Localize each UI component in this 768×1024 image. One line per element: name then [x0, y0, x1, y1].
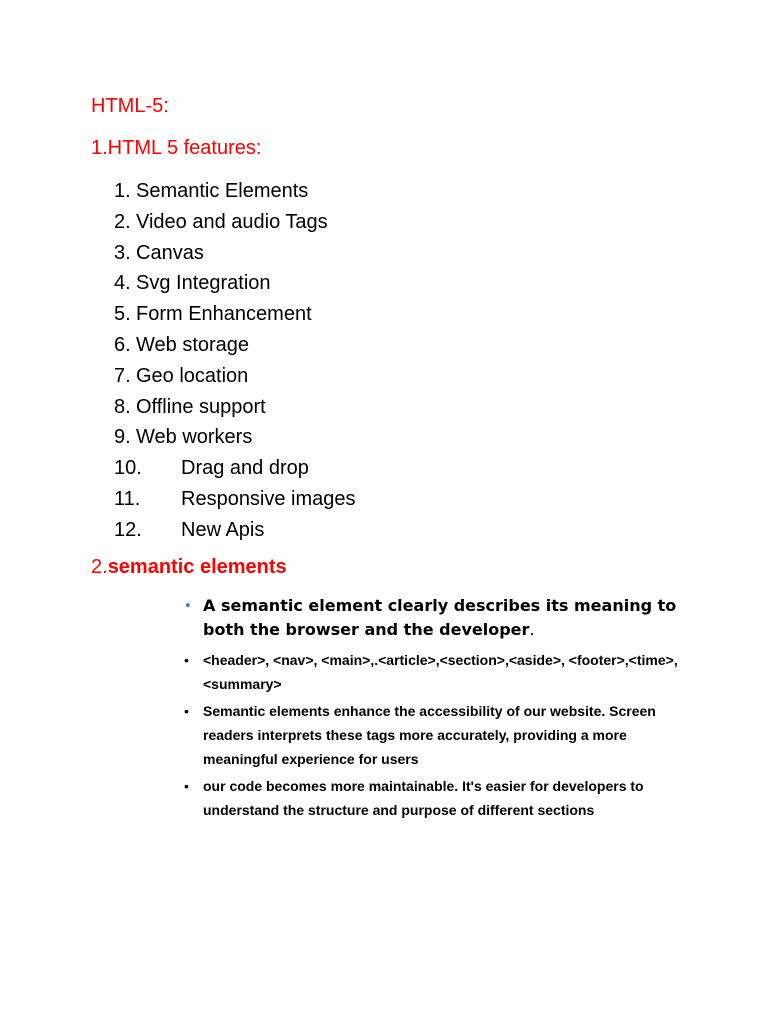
- list-item-number: 8.: [114, 395, 131, 418]
- section-heading-features: 1.HTML 5 features:: [91, 137, 262, 159]
- list-item-label: Video and audio Tags: [136, 210, 328, 233]
- list-item-label: Semantic Elements: [136, 180, 309, 202]
- list-item: [114, 330, 356, 361]
- list-item-number: 3.: [114, 241, 131, 264]
- list-item-number: 9.: [114, 426, 131, 449]
- list-item-number: 11.: [114, 487, 141, 510]
- section-heading-semantic-elements: [91, 556, 287, 579]
- bullet-icon: •: [184, 652, 189, 668]
- list-item: [114, 238, 356, 269]
- list-item-number: 4.: [114, 272, 131, 295]
- list-item-label: Geo location: [136, 364, 249, 387]
- list-item: [184, 774, 684, 822]
- list-item: [114, 361, 356, 392]
- list-item-label: New Apis: [181, 518, 265, 541]
- list-item-number: 10.: [114, 457, 142, 480]
- list-item: [114, 207, 356, 238]
- section-heading-text: semantic elements: [107, 556, 287, 578]
- bullet-text: our code becomes more maintainable. It's easier for developers to understand the structure and purpose of different sections: [203, 778, 644, 818]
- list-item-label: Svg Integration: [136, 272, 271, 295]
- list-item: [114, 515, 356, 546]
- list-item-number: 7.: [114, 364, 131, 387]
- list-item-label: Offline support: [136, 395, 266, 418]
- list-item: [114, 299, 356, 330]
- list-item: [114, 422, 356, 453]
- list-item-number: 12.: [114, 518, 142, 541]
- bullet-text: Semantic elements enhance the accessibility of our website. Screen readers interprets these tags more accurately, providing a more meaningful experience for users: [203, 703, 656, 767]
- list-item-number: 1.: [114, 180, 131, 202]
- bullet-icon: •: [184, 599, 192, 614]
- list-item: [114, 484, 356, 515]
- list-item: [114, 176, 356, 207]
- list-item-label: Form Enhancement: [136, 303, 312, 326]
- bullet-icon: •: [184, 778, 189, 794]
- section-number: 2.: [91, 556, 108, 578]
- semantic-bullets-list: [184, 594, 684, 825]
- list-item: [114, 268, 356, 299]
- list-item: [184, 594, 684, 642]
- list-item-label: Canvas: [136, 241, 204, 264]
- list-item-number: 5.: [114, 303, 131, 326]
- bullet-text: A semantic element clearly describes its meaning to both the browser and the developer: [203, 596, 677, 639]
- document-title: HTML-5:: [91, 95, 169, 117]
- list-item-label: Web storage: [136, 333, 250, 356]
- list-item: [114, 453, 356, 484]
- list-item-label: Drag and drop: [181, 457, 309, 480]
- list-item-label: Responsive images: [181, 487, 356, 510]
- features-list: [114, 176, 356, 546]
- list-item-number: 2.: [114, 210, 131, 233]
- list-item-number: 6.: [114, 333, 131, 356]
- bullet-icon: •: [184, 703, 189, 719]
- bullet-text-end: .: [529, 620, 535, 639]
- list-item-label: Web workers: [136, 426, 253, 449]
- list-item: [184, 648, 684, 696]
- list-item: [184, 699, 684, 771]
- list-item: [114, 392, 356, 423]
- bullet-text: <header>, <nav>, <main>,.<article>,<section>,<aside>, <footer>,<time>,<summary>: [203, 652, 678, 692]
